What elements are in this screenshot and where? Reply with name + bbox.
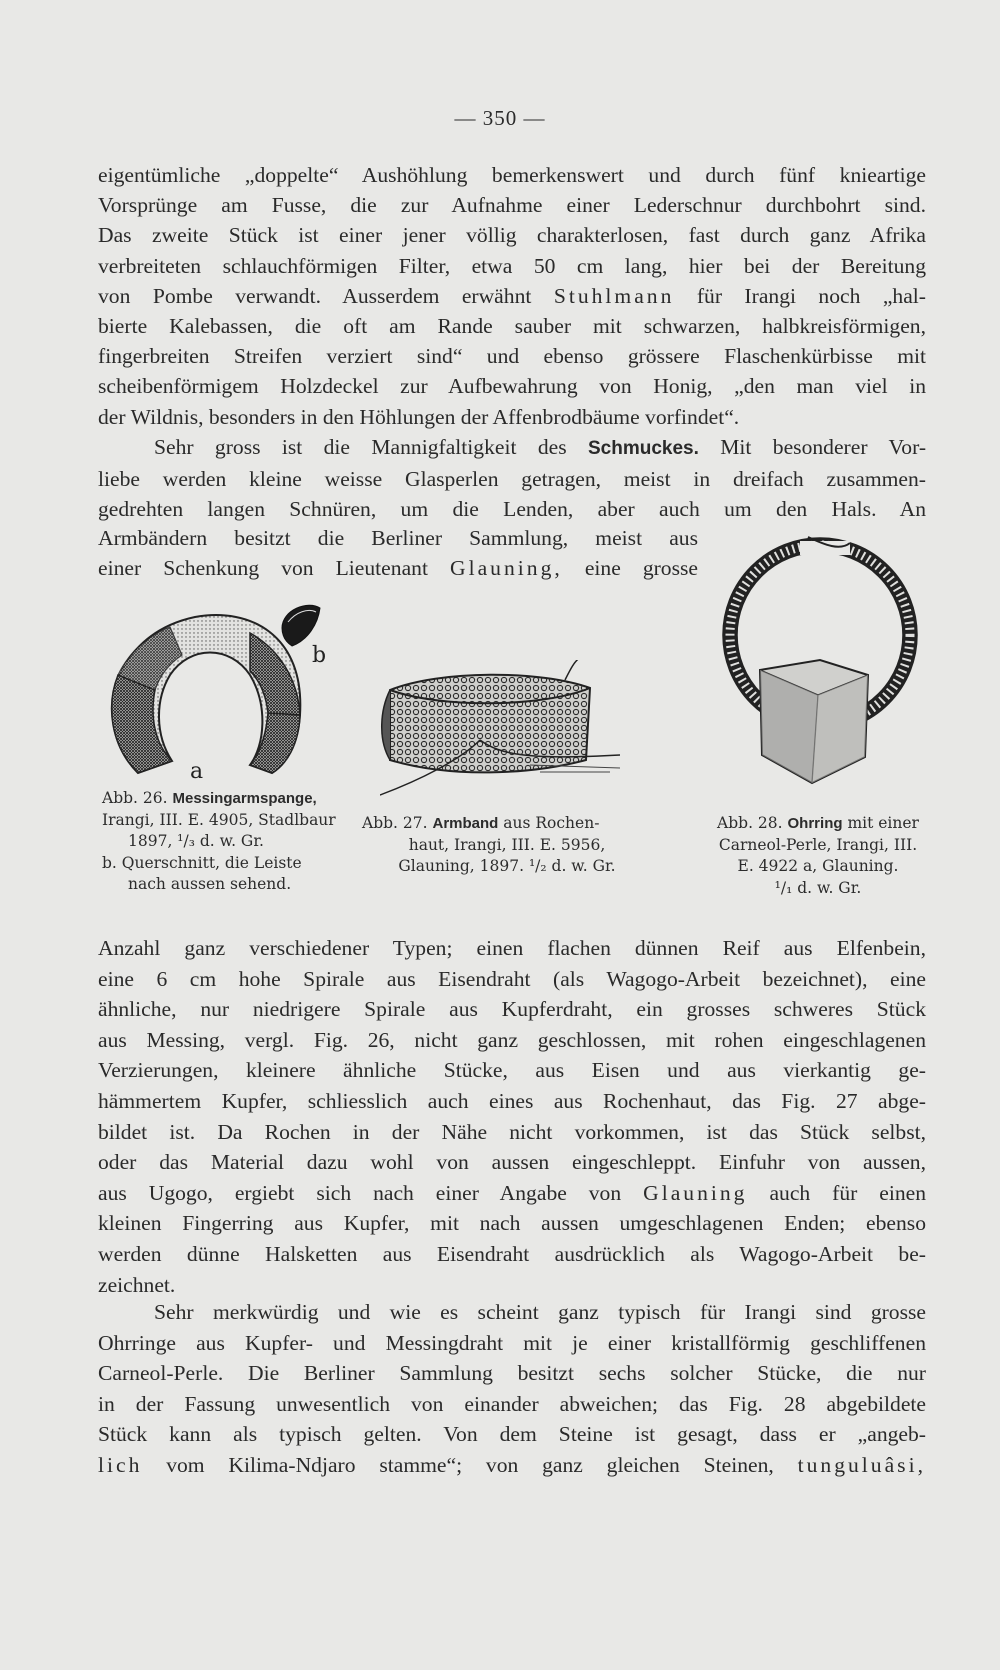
text-line: Carneol-Perle. Die Berliner Sammlung besitzt sechs solcher Stücke, die nur <box>98 1361 926 1386</box>
figure-26-caption: Abb. 26. Messingarmspange, Irangi, III. E. 4905, Stadlbaur 1897, ¹/₃ d. w. Gr. b. Querschnitt, die Leiste nach aussen sehend. <box>102 789 336 893</box>
text-line: lich vom Kilima-Ndjaro stamme“; von ganz gleichen Steinen, tunguluâsi, <box>98 1452 926 1477</box>
text-line: von Pombe verwandt. Ausserdem erwähnt Stuhlmann für Irangi noch „hal- <box>98 283 926 308</box>
text-line: der Wildnis, besonders in den Höhlungen der Affenbrodbäume vorfindet“. <box>98 404 740 429</box>
paragraph-2 <box>98 432 926 525</box>
text-line: Sehr merkwürdig und wie es scheint ganz typisch für Irangi sind grosse <box>154 1300 926 1324</box>
text-line: eine 6 cm hohe Spirale aus Eisendraht (als Wagogo-Arbeit bezeichnet), eine <box>98 966 926 991</box>
text-line: Sehr gross ist die Mannigfaltigkeit des Schmuckes. Mit besonderer Vor- <box>154 435 927 459</box>
text-line: Armbändern besitzt die Berliner Sammlung, meist aus <box>98 526 698 550</box>
native-term: tunguluâsi, <box>797 1452 926 1477</box>
text-line: aus Messing, vergl. Fig. 26, nicht ganz geschlossen, mit rohen eingeschlagenen <box>98 1027 926 1052</box>
text-line: aus Ugogo, ergiebt sich nach einer Angabe von Glauning auch für einen <box>98 1180 927 1205</box>
figure-label-a: a <box>190 759 204 784</box>
text-line: zeichnet. <box>98 1272 176 1297</box>
paragraph-2-wrap <box>98 523 698 583</box>
armlet-cross-section-illustration <box>278 600 348 670</box>
text-line: in der Fassung unwesentlich von einander abweichen; das Fig. 28 abgebildete <box>98 1391 926 1416</box>
text-line: gedrehten langen Schnüren, um die Lenden, aber auch um den Hals. An <box>98 497 926 522</box>
text-line: scheibenförmigem Holzdeckel zur Aufbewahrung von Honig, „den man viel in <box>98 374 926 399</box>
text-line: hämmertem Kupfer, schliesslich auch eines aus Rochenhaut, das Fig. 27 abge- <box>98 1088 926 1113</box>
text-line: Verzierungen, kleinere ähnliche Stücke, aus Eisen und aus vierkantig ge- <box>98 1058 926 1083</box>
text-line: werden dünne Halsketten aus Eisendraht ausdrücklich als Wagogo-Arbeit be- <box>98 1241 926 1266</box>
paragraph-1 <box>98 160 926 432</box>
text-line: bildet ist. Da Rochen in der Nähe nicht vorkommen, ist das Stück selbst, <box>98 1119 926 1144</box>
text-line: eigentümliche „doppelte“ Aushöhlung bemerkenswert und durch fünf knieartige <box>98 163 926 187</box>
figure-27-caption: Abb. 27. Armband aus Rochen- haut, Irangi, III. E. 5956, Glauning, 1897. ¹/₂ d. w. Gr. <box>362 814 616 875</box>
text-line: Ohrringe aus Kupfer- und Messingdraht mit je einer kristallförmig geschliffenen <box>98 1330 926 1355</box>
figure-label-b: b <box>312 643 327 668</box>
paragraph-3 <box>98 933 926 1300</box>
text-line: Anzahl ganz verschiedener Typen; einen flachen dünnen Reif aus Elfenbein, <box>98 936 926 960</box>
text-line: verbreiteten schlauchförmigen Filter, etwa 50 cm lang, hier bei der Bereitung <box>98 253 926 278</box>
author-name: Glauning <box>643 1180 748 1205</box>
figure-28-caption: Abb. 28. Ohrring mit einer Carneol-Perle, Irangi, III. E. 4922 a, Glauning. ¹/₁ d. w. Gr. <box>717 814 919 897</box>
text-line: fingerbreiten Streifen verziert sind“ und ebenso grössere Flaschenkürbisse mit <box>98 344 926 369</box>
text-line: einer Schenkung von Lieutenant Glauning, eine grosse <box>98 556 698 581</box>
text-line: Vorsprünge am Fusse, die zur Aufnahme einer Lederschnur durchbohrt sind. <box>98 193 926 218</box>
text-line: ähnliche, nur niedrigere Spirale aus Kupferdraht, ein grosses schweres Stück <box>98 997 926 1022</box>
rayskin-bracelet-illustration <box>380 660 640 800</box>
carnelian-earring-illustration <box>700 525 940 815</box>
paragraph-4 <box>98 1297 926 1481</box>
text-line: Das zweite Stück ist einer jener völlig charakterlosen, fast durch ganz Afrika <box>98 223 926 248</box>
author-name: Stuhlmann <box>553 283 675 308</box>
text-line: liebe werden kleine weisse Glasperlen getragen, meist in dreifach zusammen- <box>98 467 926 492</box>
text-line: bierte Kalebassen, die oft am Rande sauber mit schwarzen, halbkreisförmigen, <box>98 314 926 339</box>
page-number: — 350 — <box>454 106 546 130</box>
text-line: kleinen Fingerring aus Kupfer, mit nach aussen umgeschlagenen Enden; ebenso <box>98 1211 926 1236</box>
text-line: oder das Material dazu wohl von aussen eingeschleppt. Einfuhr von aussen, <box>98 1150 926 1175</box>
author-name: Glauning, <box>450 556 563 581</box>
text-line: Stück kann als typisch gelten. Von dem Steine ist gesagt, dass er „angeb- <box>98 1422 926 1447</box>
bold-term: Schmuckes. <box>587 438 699 459</box>
